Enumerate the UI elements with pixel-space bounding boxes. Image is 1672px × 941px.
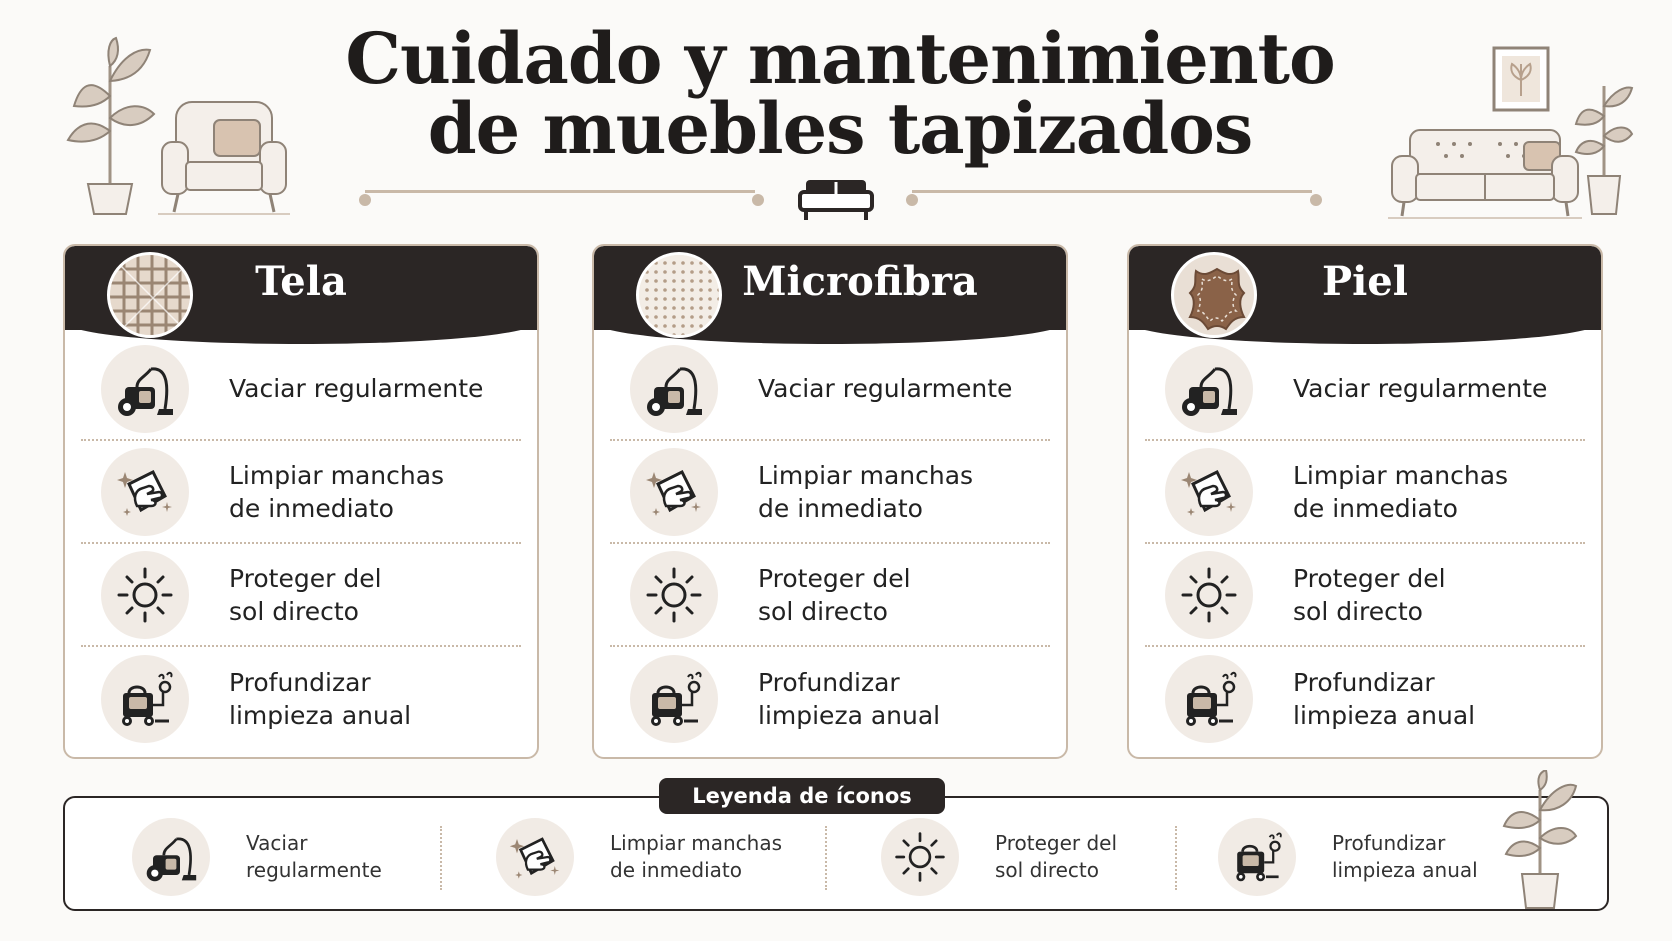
list-item xyxy=(610,647,1050,750)
item-line1: Vaciar regularmente xyxy=(229,374,484,403)
vacuum-icon xyxy=(1165,345,1253,433)
item-line2: de inmediato xyxy=(758,493,923,523)
list-item xyxy=(1145,647,1585,750)
item-line2: limpieza anual xyxy=(229,700,412,730)
card-microfibra xyxy=(592,244,1068,759)
item-line1: Proteger del xyxy=(229,563,382,593)
item-line2: sol directo xyxy=(1293,596,1423,626)
card-header xyxy=(594,246,1066,330)
cloth-wipe-icon xyxy=(1165,448,1253,536)
sun-icon xyxy=(1165,551,1253,639)
item-line2: limpieza anual xyxy=(758,700,941,730)
legend-item xyxy=(132,818,436,896)
item-line1: Limpiar manchas xyxy=(758,460,974,490)
list-item xyxy=(1145,544,1585,647)
legend-item-line2: sol directo xyxy=(995,858,1099,882)
legend-separator xyxy=(1175,826,1177,890)
armchair-icon xyxy=(158,98,290,216)
card-header xyxy=(65,246,537,330)
item-line2: sol directo xyxy=(758,596,888,626)
divider-dot-inner-right xyxy=(906,194,918,206)
item-line2: sol directo xyxy=(229,596,359,626)
vacuum-icon xyxy=(132,818,210,896)
divider-dot-right xyxy=(1310,194,1322,206)
divider-dot-inner-left xyxy=(752,194,764,206)
sofa-decor-icon xyxy=(1388,126,1582,220)
page-title-line1: Cuidado y mantenimiento xyxy=(345,17,1335,100)
divider-dot-left xyxy=(359,194,371,206)
sun-icon xyxy=(630,551,718,639)
list-item xyxy=(610,338,1050,441)
list-item xyxy=(1145,338,1585,441)
legend-item-line2: de inmediato xyxy=(610,858,742,882)
steam-cleaner-icon xyxy=(1218,818,1296,896)
vacuum-icon xyxy=(630,345,718,433)
sun-icon xyxy=(881,818,959,896)
card-header xyxy=(1129,246,1601,330)
wall-frame-icon xyxy=(1492,46,1550,112)
sofa-icon xyxy=(796,176,876,224)
card-title: Tela xyxy=(255,258,347,305)
plant-left-icon xyxy=(60,36,160,216)
legend-item-line1: Limpiar manchas xyxy=(610,831,783,855)
steam-cleaner-icon xyxy=(1165,655,1253,743)
item-line1: Proteger del xyxy=(758,563,911,593)
list-item xyxy=(610,544,1050,647)
legend-item xyxy=(1218,818,1522,896)
legend-item-line1: Profundizar xyxy=(1332,831,1446,855)
divider-line-left xyxy=(365,190,755,193)
divider-line-right xyxy=(912,190,1312,193)
page-title-line2: de muebles tapizados xyxy=(427,87,1253,170)
item-line1: Profundizar xyxy=(758,667,900,697)
list-item xyxy=(81,647,521,750)
item-line1: Vaciar regularmente xyxy=(758,374,1013,403)
item-line1: Profundizar xyxy=(1293,667,1435,697)
card-title: Microfibra xyxy=(742,258,978,305)
list-item xyxy=(81,338,521,441)
legend-item-line2: regularmente xyxy=(246,858,382,882)
card-title: Piel xyxy=(1322,258,1408,305)
item-line1: Proteger del xyxy=(1293,563,1446,593)
sun-icon xyxy=(101,551,189,639)
legend-separator xyxy=(440,826,442,890)
cloth-wipe-icon xyxy=(496,818,574,896)
vacuum-icon xyxy=(101,345,189,433)
plant-right-icon xyxy=(1574,76,1634,216)
legend-title: Leyenda de íconos xyxy=(659,778,945,814)
item-line2: de inmediato xyxy=(229,493,394,523)
legend-separator xyxy=(825,826,827,890)
list-item xyxy=(1145,441,1585,544)
item-line2: limpieza anual xyxy=(1293,700,1476,730)
item-line2: de inmediato xyxy=(1293,493,1458,523)
legend-item-line1: Proteger del xyxy=(995,831,1118,855)
legend-item xyxy=(496,818,800,896)
item-line1: Limpiar manchas xyxy=(1293,460,1509,490)
legend-item xyxy=(881,818,1185,896)
cloth-wipe-icon xyxy=(630,448,718,536)
legend-item-line1: Vaciar xyxy=(246,831,308,855)
item-line1: Vaciar regularmente xyxy=(1293,374,1548,403)
legend-item-line2: limpieza anual xyxy=(1332,858,1478,882)
cloth-wipe-icon xyxy=(101,448,189,536)
item-line1: Limpiar manchas xyxy=(229,460,445,490)
list-item xyxy=(81,544,521,647)
page-title xyxy=(300,17,1380,170)
list-item xyxy=(610,441,1050,544)
list-item xyxy=(81,441,521,544)
steam-cleaner-icon xyxy=(101,655,189,743)
card-piel xyxy=(1127,244,1603,759)
card-tela xyxy=(63,244,539,759)
plant-legend-icon xyxy=(1500,770,1580,910)
item-line1: Profundizar xyxy=(229,667,371,697)
steam-cleaner-icon xyxy=(630,655,718,743)
